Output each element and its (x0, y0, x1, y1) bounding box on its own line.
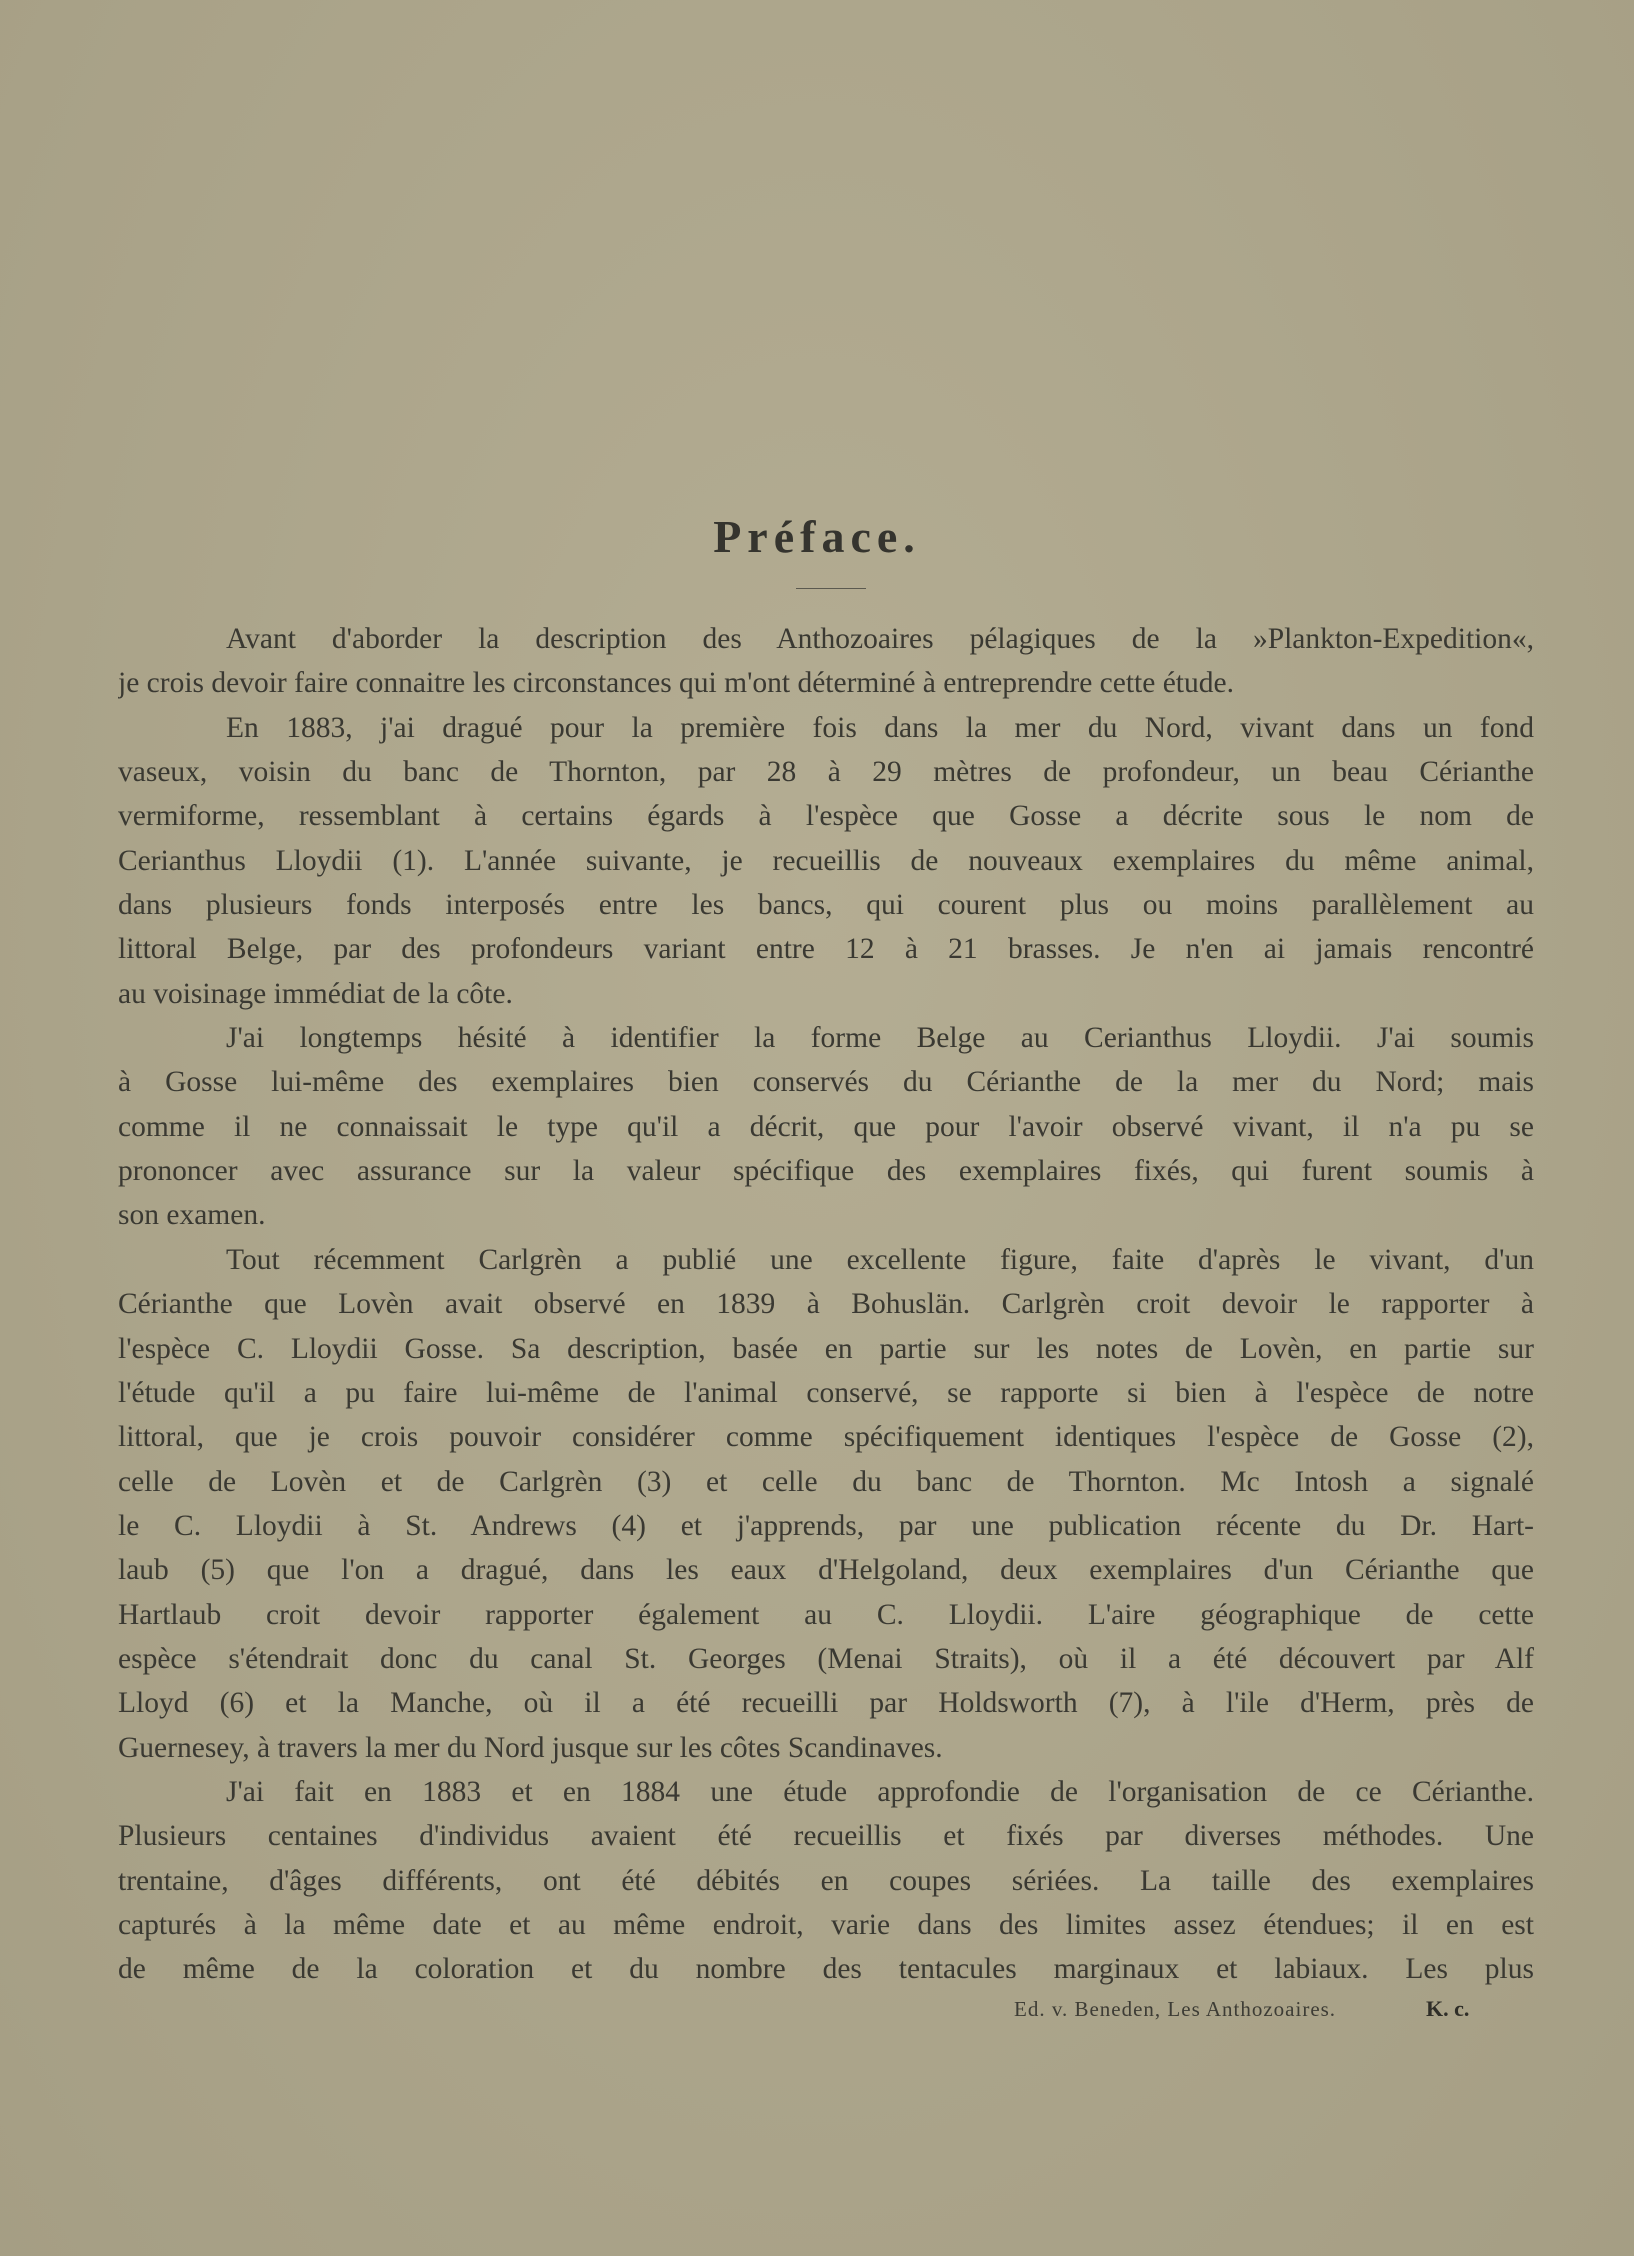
text-line: laub (5) que l'on a dragué, dans les eaux d'Helgoland, deux exemplaires d'un Cérianthe que (118, 1554, 1534, 1587)
text-line: prononcer avec assurance sur la valeur spécifique des exemplaires fixés, qui furent soumis à (118, 1155, 1534, 1188)
text-line: le C. Lloydii à St. Andrews (4) et j'apprends, par une publication récente du Dr. Hart- (118, 1509, 1534, 1542)
text-line: Guernesey, à travers la mer du Nord jusque sur les côtes Scandinaves. (118, 1731, 943, 1764)
footer-signature: K. c. (1426, 1996, 1470, 2021)
text-line: celle de Lovèn et de Carlgrèn (3) et celle du banc de Thornton. Mc Intosh a signalé (118, 1465, 1534, 1498)
text-line: littoral, que je crois pouvoir considérer comme spécifiquement identiques l'espèce de Gosse (2), (118, 1421, 1534, 1454)
text-line: je crois devoir faire connaitre les circonstances qui m'ont déterminé à entreprendre cette étude. (118, 667, 1234, 700)
text-line: J'ai longtemps hésité à identifier la forme Belge au Cerianthus Lloydii. J'ai soumis (226, 1022, 1534, 1055)
text-line: au voisinage immédiat de la côte. (118, 977, 513, 1010)
text-line: trentaine, d'âges différents, ont été débités en coupes sériées. La taille des exemplaires (118, 1864, 1534, 1897)
text-line: Avant d'aborder la description des Anthozoaires pélagiques de la »Plankton-Expedition«, (226, 623, 1534, 655)
text-line: l'étude qu'il a pu faire lui-même de l'animal conservé, se rapporte si bien à l'espèce de notre (118, 1376, 1534, 1409)
text-line: espèce s'étendrait donc du canal St. Georges (Menai Straits), où il a été découvert par Alf (118, 1642, 1534, 1675)
text-line: Cérianthe que Lovèn avait observé en 1839 à Bohuslän. Carlgrèn croit devoir le rapporter à (118, 1288, 1534, 1321)
text-line: vermiforme, ressemblant à certains égards à l'espèce que Gosse a décrite sous le nom de (118, 800, 1534, 833)
text-line: Tout récemment Carlgrèn a publié une excellente figure, faite d'après le vivant, d'un (226, 1243, 1534, 1276)
title-divider (796, 588, 866, 589)
text-line: son examen. (118, 1199, 266, 1232)
preface-body (118, 617, 1534, 1992)
text-line: capturés à la même date et au même endroit, varie dans des limites assez étendues; il en est (118, 1908, 1534, 1941)
text-line: En 1883, j'ai dragué pour la première fois dans la mer du Nord, vivant dans un fond (226, 711, 1534, 744)
text-line: littoral Belge, par des profondeurs variant entre 12 à 21 brasses. Je n'en ai jamais rencontré (118, 933, 1534, 966)
text-line: à Gosse lui-même des exemplaires bien conservés du Cérianthe de la mer du Nord; mais (118, 1066, 1534, 1099)
text-line: vaseux, voisin du banc de Thornton, par 28 à 29 mètres de profondeur, un beau Cérianthe (118, 756, 1534, 789)
footer-credit: Ed. v. Beneden, Les Anthozoaires. (1014, 1997, 1337, 2021)
text-line: comme il ne connaissait le type qu'il a décrit, que pour l'avoir observé vivant, il n'a pu se (118, 1110, 1534, 1143)
text-line: dans plusieurs fonds interposés entre les bancs, qui courent plus ou moins parallèlement au (118, 889, 1534, 922)
text-line: de même de la coloration et du nombre des tentacules marginaux et labiaux. Les plus (118, 1953, 1534, 1986)
text-line: l'espèce C. Lloydii Gosse. Sa description, basée en partie sur les notes de Lovèn, en partie sur (118, 1332, 1534, 1365)
text-line: Lloyd (6) et la Manche, où il a été recueilli par Holdsworth (7), à l'ile d'Herm, près de (118, 1687, 1534, 1720)
text-line: J'ai fait en 1883 et en 1884 une étude approfondie de l'organisation de ce Cérianthe. (226, 1775, 1534, 1808)
text-line: Hartlaub croit devoir rapporter également au C. Lloydii. L'aire géographique de cette (118, 1598, 1534, 1631)
text-line: Cerianthus Lloydii (1). L'année suivante, je recueillis de nouveaux exemplaires du même animal, (118, 844, 1534, 877)
text-line: Plusieurs centaines d'individus avaient été recueillis et fixés par diverses méthodes. Une (118, 1820, 1534, 1853)
page-title: Préface. (713, 511, 921, 562)
